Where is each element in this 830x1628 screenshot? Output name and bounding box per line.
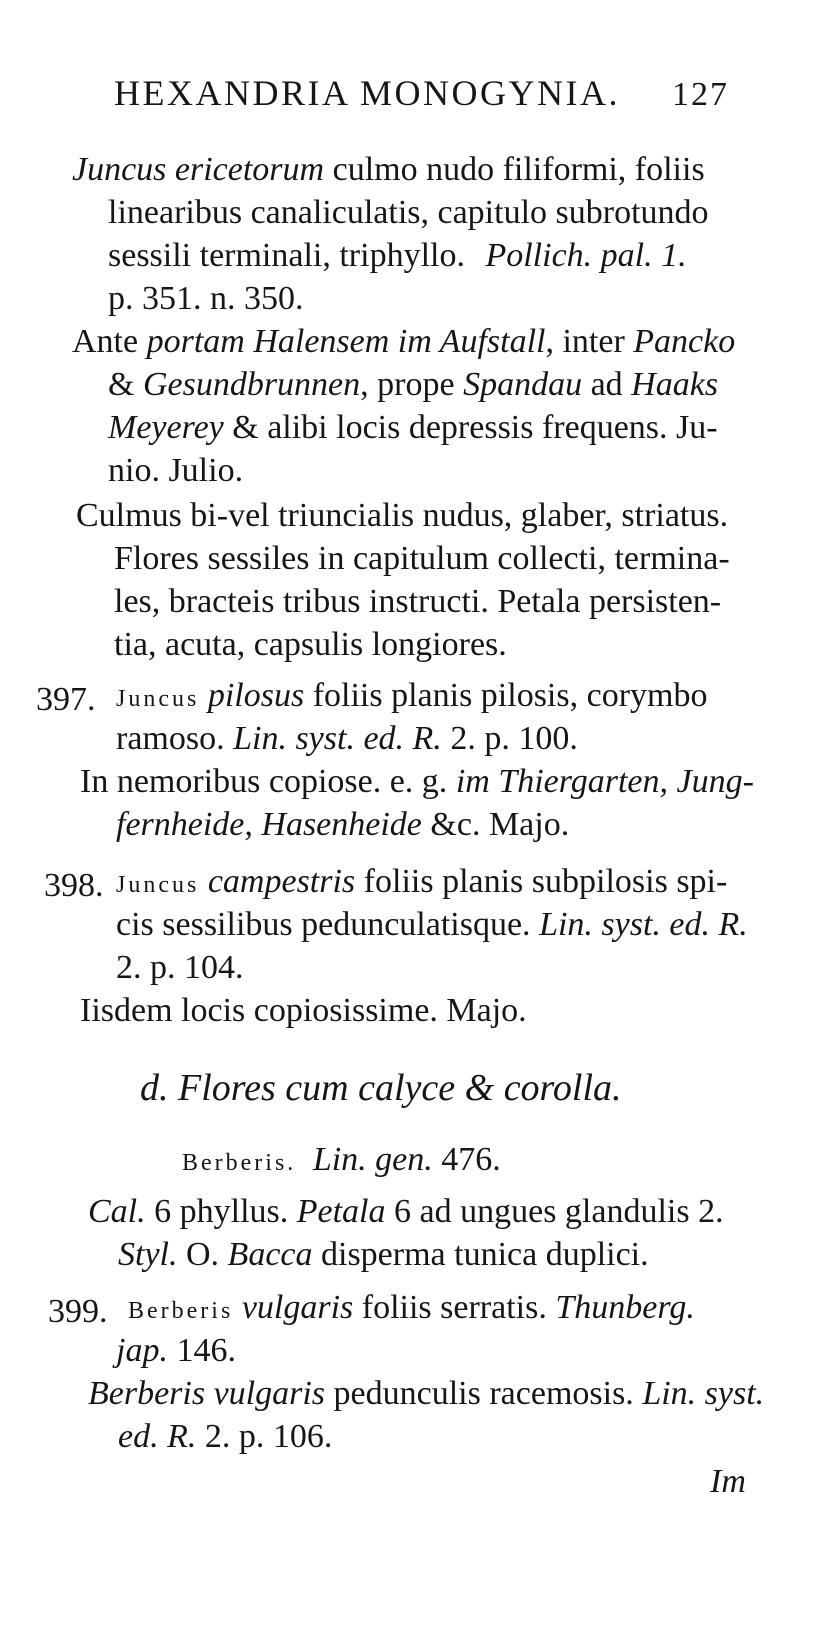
species-epithet: vulgaris [241,1289,354,1326]
genus-character-2 [118,1235,649,1275]
character-label: Styl. [118,1236,178,1273]
ericetorum-habitat-3 [108,408,718,448]
reference-page: 146. [167,1332,236,1369]
diagnosis-text: foliis serratis. [353,1289,556,1326]
synonym-text: pedunculis racemosis. [325,1375,643,1412]
entry-398-line-3: 2. p. 104. [116,949,244,986]
entry-397-habitat-2 [116,805,569,845]
diagnosis-text: foliis planis subpilosis spi- [355,863,728,900]
entry-397-line-2 [116,719,578,759]
character-label: Petala [296,1193,386,1230]
synonym-name: Berberis vulgaris [88,1375,326,1412]
genus-name: Berberis [128,1298,234,1324]
character-label: Cal. [88,1193,146,1230]
reference-page: 2. p. 106. [196,1418,333,1455]
habitat-text: ad [582,366,632,403]
diagnosis-text: culmo nudo filiformi, foliis [324,151,705,188]
habitat-text: Ante [72,323,147,360]
page-number: 127 [672,76,729,113]
ericetorum-line-4: p. 351. n. 350. [108,280,304,317]
reference: Pollich. pal. 1. [485,237,687,274]
diagnosis-text: foliis planis pilosis, corymbo [304,677,708,714]
entry-397-line-1 [116,676,707,719]
species-epithet: campestris [207,863,356,900]
reference-page: 476. [432,1141,501,1178]
habitat-place: Gesundbrunnen [142,366,361,403]
reference-page: 2. p. 100. [441,720,578,757]
entry-398-habitat: Iisdem locis copiosissime. Majo. [80,992,527,1029]
habitat-text: & [108,366,143,403]
character-text: O. [177,1236,228,1273]
genus-name: Juncus [116,686,200,712]
habitat-place: im Thiergarten, Jung- [455,763,754,800]
entry-399-line-2 [116,1331,236,1371]
character-text: 6 phyllus. [145,1193,297,1230]
ericetorum-line-2: linearibus canaliculatis, capitulo subrotundo [108,194,709,231]
entry-399-synonym-2 [118,1417,332,1457]
ericetorum-description-2: Flores sessiles in capitulum collecti, termina- [114,540,730,577]
genus-heading [182,1140,501,1183]
ericetorum-description-1: Culmus bi-vel triuncialis nudus, glaber, striatus. [76,497,729,534]
reference: Lin. syst. ed. R. [233,720,442,757]
habitat-text: &c. Majo. [421,806,570,843]
habitat-text: , inter [545,323,634,360]
running-header: HEXANDRIA MONOGYNIA. [114,73,620,113]
reference: Lin. syst. [642,1375,765,1412]
reference: ed. R. [118,1418,197,1455]
habitat-text: & alibi locis depressis frequens. Ju- [223,409,718,446]
entry-398-line-1 [116,862,727,905]
ericetorum-description-4: tia, acuta, capsulis longiores. [114,626,507,663]
habitat-text: In nemoribus copiose. e. g. [80,763,456,800]
habitat-text: , prope [360,366,464,403]
species-epithet: pilosus [207,677,305,714]
ericetorum-habitat-1 [72,322,735,362]
reference: Thunberg. [555,1289,695,1326]
genus-character-1 [88,1192,724,1232]
genus-name: Berberis. [182,1150,297,1176]
entry-399-line-1 [128,1288,695,1331]
reference: jap. [116,1332,168,1369]
catchword: Im [710,1463,746,1500]
entry-398-line-2 [116,905,748,945]
reference: Lin. syst. ed. R. [539,906,748,943]
habitat-place: fernheide, Hasenheide [116,806,422,843]
ericetorum-line-3 [108,236,687,276]
habitat-place: portam Halensem im Aufstall [146,323,546,360]
ericetorum-habitat-2 [108,365,718,405]
habitat-place: Pancko [633,323,736,360]
character-text: disperma tunica duplici. [312,1236,649,1273]
ericetorum-description-3: les, bracteis tribus instructi. Petala persisten- [114,583,722,620]
entry-number: 397. [36,681,96,718]
ericetorum-habitat-4: nio. Julio. [108,452,244,489]
reference: Lin. gen. [312,1141,433,1178]
species-name: Juncus ericetorum [72,151,325,188]
ericetorum-line-1 [72,150,705,190]
entry-number: 399. [48,1293,108,1330]
entry-number: 398. [44,867,104,904]
entry-399-synonym-1 [88,1374,764,1414]
habitat-place: Meyerey [108,409,224,446]
genus-name: Juncus [116,872,200,898]
entry-397-habitat-1 [80,762,754,802]
section-heading: d. Flores cum calyce & corolla. [140,1067,622,1109]
character-text: 6 ad ungues glandulis 2. [385,1193,724,1230]
diagnosis-text: sessili terminali, triphyllo. [108,237,465,274]
habitat-place: Haaks [631,366,719,403]
diagnosis-text: cis sessilibus pedunculatisque. [116,906,540,943]
character-label: Bacca [227,1236,313,1273]
diagnosis-text: ramoso. [116,720,234,757]
habitat-place: Spandau [463,366,583,403]
